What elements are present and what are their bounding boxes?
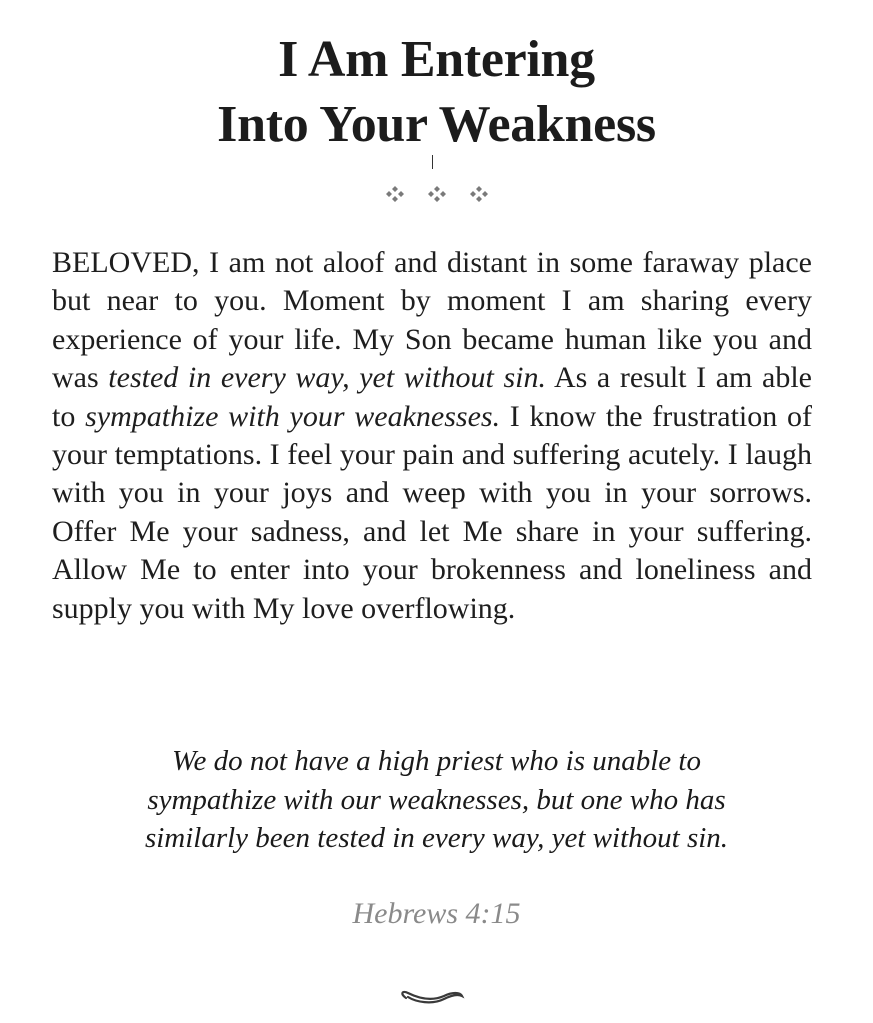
body-emphasis-2: sympathize with your weaknesses.	[85, 399, 501, 433]
page-title-line-2: Into Your Weakness	[217, 96, 656, 153]
body-text-part-3: I know the frustration of your temptations. I feel your pain and suffering acutely. I laugh with you in your joys and weep with you in your sorrows. Offer Me your sadness, and let Me share in your suffering. Allow Me to enter into your brokenness and loneliness and supply you with My love overflowing.	[52, 399, 812, 625]
scripture-quote-line: similarly been tested in every way, yet without sin.	[144, 822, 729, 854]
body-text-part-2: As a result I am able to	[52, 361, 812, 433]
body-emphasis-1: tested in every way, yet without sin.	[108, 361, 546, 395]
ornament-divider	[0, 185, 873, 203]
scripture-quote-line: sympathize with our weaknesses, but one who has	[147, 783, 726, 816]
diamond-cluster-icon	[470, 185, 488, 203]
diamond-cluster-icon	[428, 185, 446, 203]
swash-flourish-icon	[396, 984, 466, 1008]
body-paragraph	[52, 244, 812, 628]
scripture-quote-line: We do not have a high priest who is unable to	[172, 745, 701, 777]
diamond-cluster-icon	[386, 185, 404, 203]
body-text-part-1: BELOVED, I am not aloof and distant in some faraway place but near to you. Moment by moment I am sharing every experience of your life. My Son became human like you and was	[52, 246, 812, 395]
scripture-reference: Hebrews 4:15	[352, 897, 521, 930]
scripture-quote	[0, 742, 873, 858]
text-cursor	[432, 155, 433, 169]
page-title-line-1: I Am Entering	[278, 31, 595, 88]
